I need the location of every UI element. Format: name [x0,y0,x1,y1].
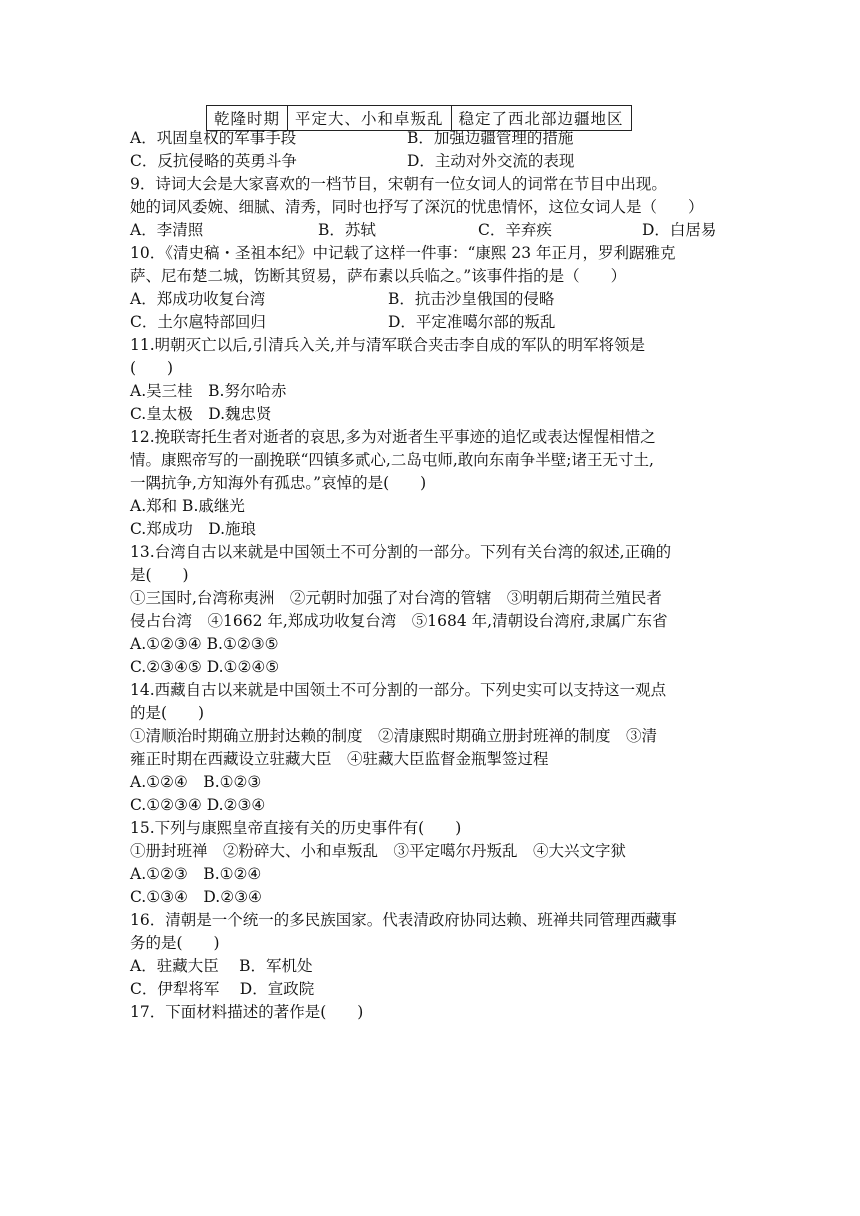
question-10-text: 10．《清史稿・圣祖本纪》中记载了这样一件事：“康熙 23 年正月，罗利踞雅克 [130,244,676,262]
question-9-text: 她的词风委婉、细腻、清秀，同时也抒写了深沉的忧患情怀，这位女词人是（ ） [130,198,704,216]
option-a: A．郑成功收复台湾 [130,290,266,308]
options-cd: C.①②③④ D.②③④ [130,796,266,814]
question-15-text: 15.下列与康熙皇帝直接有关的历史事件有( ) [130,819,462,837]
options-ab: A.①②④ B.①②③ [130,773,262,791]
option-c: C．土尔扈特部回归 [130,313,266,331]
question-10-text: 萨、尼布楚二城，饬断其贸易，萨布素以兵临之。”该事件指的是（ ） [130,267,627,285]
table-cell: 乾隆时期 [207,106,288,131]
question-13-text: 侵占台湾 ④1662 年,郑成功收复台湾 ⑤1684 年,清朝设台湾府,隶属广东省 [130,612,668,630]
option-c: C．辛弃疾 [478,221,552,239]
question-17-text: 17．下面材料描述的著作是( ) [130,1003,364,1021]
options-cd: C.②③④⑤ D.①②④⑤ [130,658,280,676]
table-cell: 稳定了西北部边疆地区 [451,106,631,131]
question-13-text: 是( ) [130,566,189,584]
option-d: D．平定准噶尔部的叛乱 [388,313,556,331]
options-cd: C.郑成功 D.施琅 [130,520,257,538]
question-16-text: 务的是( ) [130,934,220,952]
options-ab: A．驻藏大臣 B．军机处 [130,957,313,975]
question-12-text: 一隅抗争,方知海外有孤忠。”哀悼的是( ) [130,474,427,492]
question-11-text: 11.明朝灭亡以后,引清兵入关,并与清军联合夹击李自成的军队的明军将领是 [130,336,646,354]
question-15-text: ①册封班禅 ②粉碎大、小和卓叛乱 ③平定噶尔丹叛乱 ④大兴文字狱 [130,842,627,860]
question-9-text: 9．诗词大会是大家喜欢的一档节目，宋朝有一位女词人的词常在节目中出现。 [130,175,667,193]
options-ab: A.郑和 B.戚继光 [130,497,245,515]
option-a: A．巩固皇权的军事手段 [130,129,297,147]
question-14-text: 雍正时期在西藏设立驻藏大臣 ④驻藏大臣监督金瓶掣签过程 [130,750,549,768]
question-14-text: ①清顺治时期确立册封达赖的制度 ②清康熙时期确立册封班禅的制度 ③清 [130,727,658,745]
question-14-text: 的是( ) [130,704,205,722]
option-b: B．抗击沙皇俄国的侵略 [388,290,555,308]
options-cd: C.①③④ D.②③④ [130,888,262,906]
option-b: B．苏轼 [318,221,376,239]
options-cd: C．伊犁将军 D．宣政院 [130,980,315,998]
options-ab: A.吴三桂 B.努尔哈赤 [130,382,287,400]
question-12-text: 情。康熙帝写的一副挽联“四镇多贰心,二岛屯师,敢向东南争半壁;诸王无寸土, [130,451,654,469]
option-d: D．主动对外交流的表现 [407,152,575,170]
option-d: D．白居易 [642,221,717,239]
options-ab: A.①②③ B.①②④ [130,865,262,883]
question-14-text: 14.西藏自古以来就是中国领土不可分割的一部分。下列史实可以支持这一观点 [130,681,667,699]
option-a: A．李清照 [130,221,204,239]
question-13-text: 13.台湾自古以来就是中国领土不可分割的一部分。下列有关台湾的叙述,正确的 [130,543,672,561]
option-c: C．反抗侵略的英勇斗争 [130,152,297,170]
options-cd: C.皇太极 D.魏忠贤 [130,405,272,423]
question-16-text: 16．清朝是一个统一的多民族国家。代表清政府协同达赖、班禅共同管理西藏事 [130,911,677,929]
option-b: B．加强边疆管理的措施 [407,129,574,147]
question-12-text: 12.挽联寄托生者对逝者的哀思,多为对逝者生平事迹的追忆或表达惺惺相惜之 [130,428,656,446]
table-cell: 平定大、小和卓叛乱 [288,106,452,131]
question-11-text: ( ) [130,359,174,377]
question-13-text: ①三国时,台湾称夷洲 ②元朝时加强了对台湾的管辖 ③明朝后期荷兰殖民者 [130,589,662,607]
options-ab: A.①②③④ B.①②③⑤ [130,635,279,653]
